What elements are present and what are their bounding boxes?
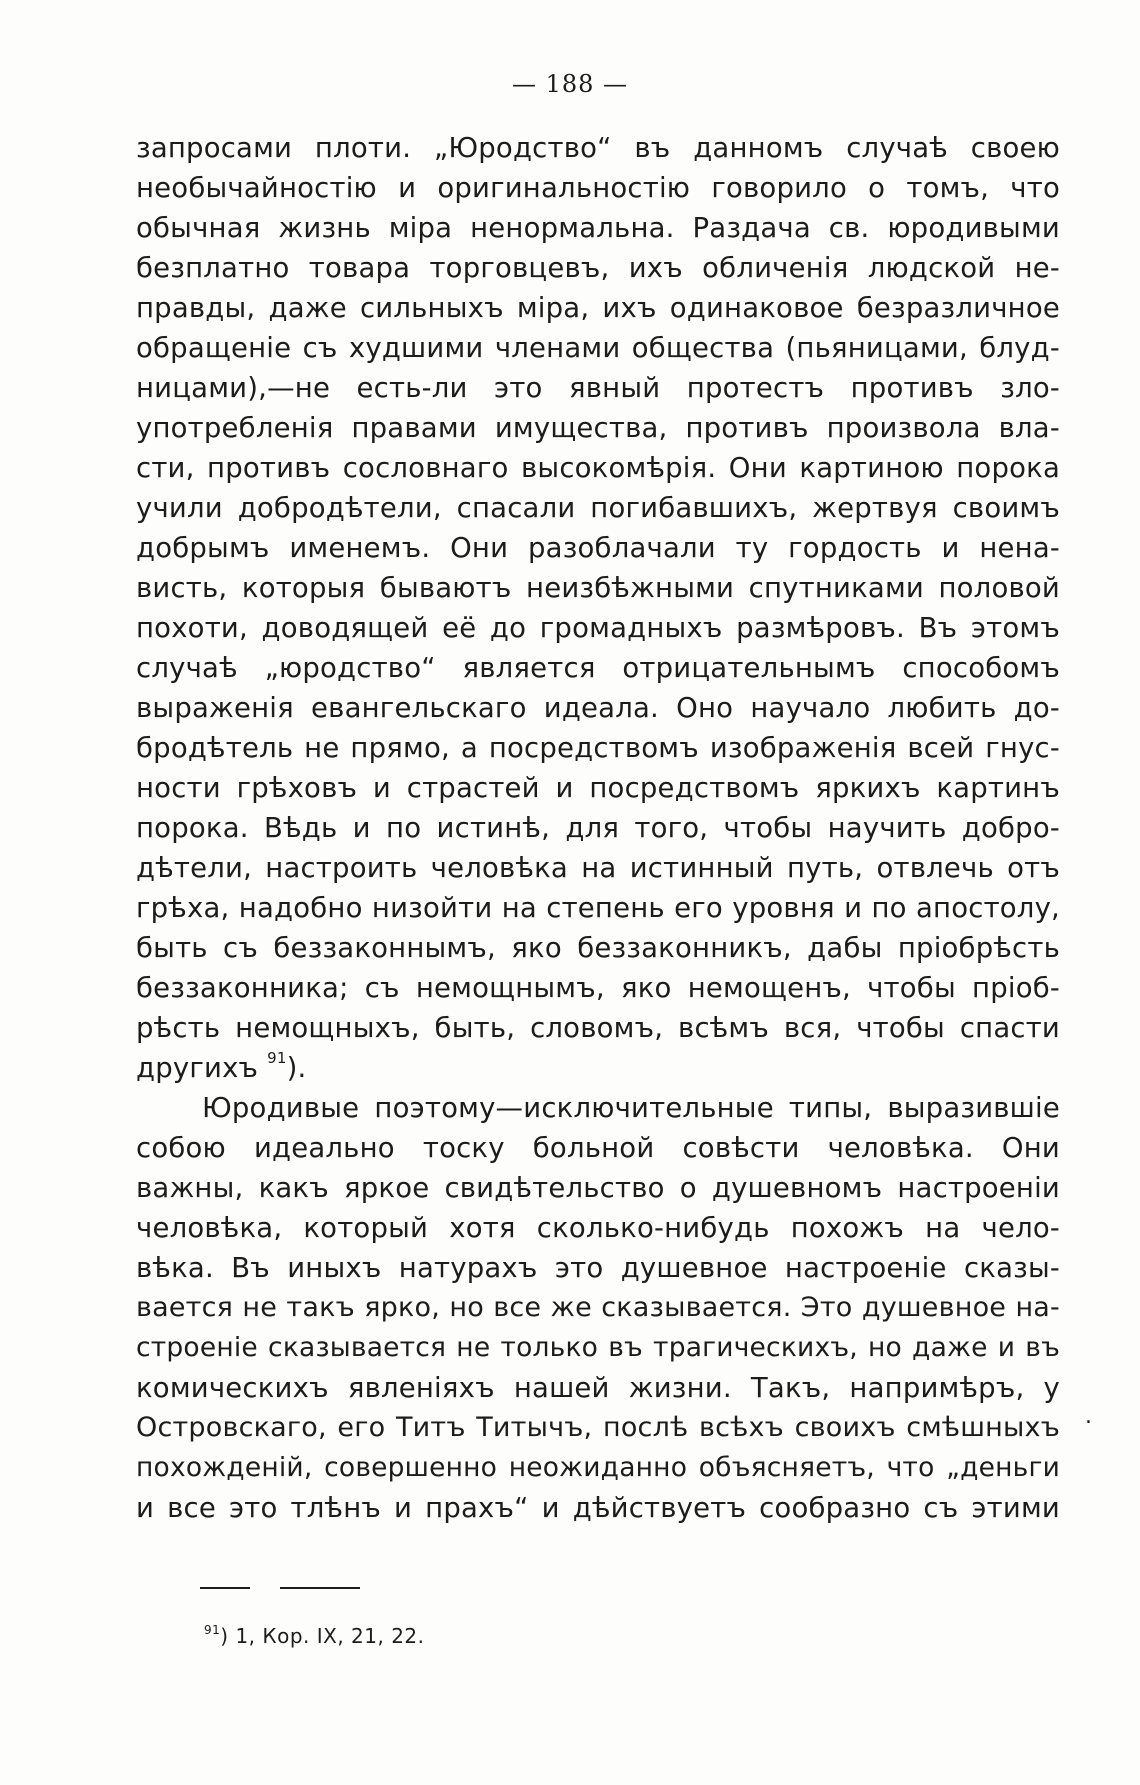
page-number: — 188 — xyxy=(511,70,629,98)
text-line: случаѣ „юродство“ является отрицательнымъ способомъ xyxy=(136,652,1060,684)
text-line: выраженія евангельскаго идеала. Оно научало любить до- xyxy=(136,692,1060,724)
paragraph-end-text: другихъ xyxy=(136,1052,259,1084)
text-line: быть съ беззаконнымъ, яко беззаконникъ, дабы пріобрѣсть xyxy=(136,932,1060,964)
text-line: правды, даже сильныхъ міра, ихъ одинаковое безразличное xyxy=(136,292,1060,324)
text-line: и все это тлѣнъ и прахъ“ и дѣйствуетъ сообразно съ этими xyxy=(136,1492,1060,1524)
text-line: Островскаго, его Титъ Титычъ, послѣ всѣхъ своихъ смѣшныхъ xyxy=(136,1412,1060,1443)
text-line: беззаконника; съ немощнымъ, яко немощенъ, чтобы пріоб- xyxy=(136,972,1060,1004)
text-line: похоти, доводящей её до громадныхъ размѣровъ. Въ этомъ xyxy=(136,612,1060,644)
margin-mark: . xyxy=(1085,1404,1092,1429)
body-text xyxy=(136,128,1060,1528)
text-line: собою идеально тоску больной совѣсти человѣка. Они xyxy=(136,1132,1060,1164)
text-line: висть, которыя бываютъ неизбѣжными спутниками половой xyxy=(136,572,1060,604)
text-line-last xyxy=(136,1048,1060,1088)
footnote-text: ) 1, Кор. IX, 21, 22. xyxy=(220,1624,425,1648)
footnote-number: 91 xyxy=(204,1623,221,1637)
footnote-separator xyxy=(200,1587,360,1589)
text-line: обычная жизнь міра ненормальна. Раздача св. юродивыми xyxy=(136,212,1060,244)
footnote-reference[interactable]: 91 xyxy=(267,1049,287,1067)
text-line: комическихъ явленіяхъ нашей жизни. Такъ, напримѣръ, у xyxy=(136,1372,1060,1404)
text-line: строеніе сказывается не только въ трагическихъ, но даже и въ xyxy=(136,1332,1060,1363)
text-line: важны, какъ яркое свидѣтельство о душевномъ настроеніи xyxy=(136,1172,1060,1204)
text-line: добрымъ именемъ. Они разоблачали ту гордость и нена- xyxy=(136,532,1060,564)
text-line: обращеніе съ худшими членами общества (пьяницами, блуд- xyxy=(136,332,1060,364)
separator-segment xyxy=(200,1587,250,1589)
text-line: бродѣтель не прямо, а посредствомъ изображенія всей гнус- xyxy=(136,732,1060,764)
separator-segment xyxy=(280,1587,360,1589)
text-line: необычайностію и оригинальностію говорило о томъ, что xyxy=(136,172,1060,204)
text-line: вается не такъ ярко, но все же сказывается. Это душевное на- xyxy=(136,1292,1060,1323)
text-line: грѣха, надобно низойти на степень его уровня и по апостолу, xyxy=(136,892,1060,924)
text-line: ницами),—не есть-ли это явный протестъ противъ зло- xyxy=(136,372,1060,404)
footnote xyxy=(204,1624,425,1648)
paragraph-end-punct: ). xyxy=(286,1052,307,1084)
text-line: ности грѣховъ и страстей и посредствомъ яркихъ картинъ xyxy=(136,772,1060,804)
text-line: похожденій, совершенно неожиданно объясняетъ, что „деньги xyxy=(136,1452,1060,1483)
text-line: вѣка. Въ иныхъ натурахъ это душевное настроеніе сказы- xyxy=(136,1252,1060,1284)
text-line: человѣка, который хотя сколько-нибудь похожъ на чело- xyxy=(136,1212,1060,1244)
text-line: рѣсть немощныхъ, быть, словомъ, всѣмъ вся, чтобы спасти xyxy=(136,1012,1060,1044)
text-line: Юродивые поэтому—исключительные типы, выразившіе xyxy=(202,1092,1060,1124)
text-line: учили добродѣтели, спасали погибавшихъ, жертвуя своимъ xyxy=(136,492,1060,524)
text-line: безплатно товара торговцевъ, ихъ обличенія людской не- xyxy=(136,252,1060,284)
text-line: сти, противъ сословнаго высокомѣрія. Они картиною порока xyxy=(136,452,1060,484)
text-line: запросами плоти. „Юродство“ въ данномъ случаѣ своею xyxy=(136,132,1060,164)
text-line: дѣтели, настроить человѣка на истинный путь, отвлечь отъ xyxy=(136,852,1060,884)
text-line: употребленія правами имущества, противъ произвола вла- xyxy=(136,412,1060,444)
text-line: порока. Вѣдь и по истинѣ, для того, чтобы научить добро- xyxy=(136,812,1060,844)
